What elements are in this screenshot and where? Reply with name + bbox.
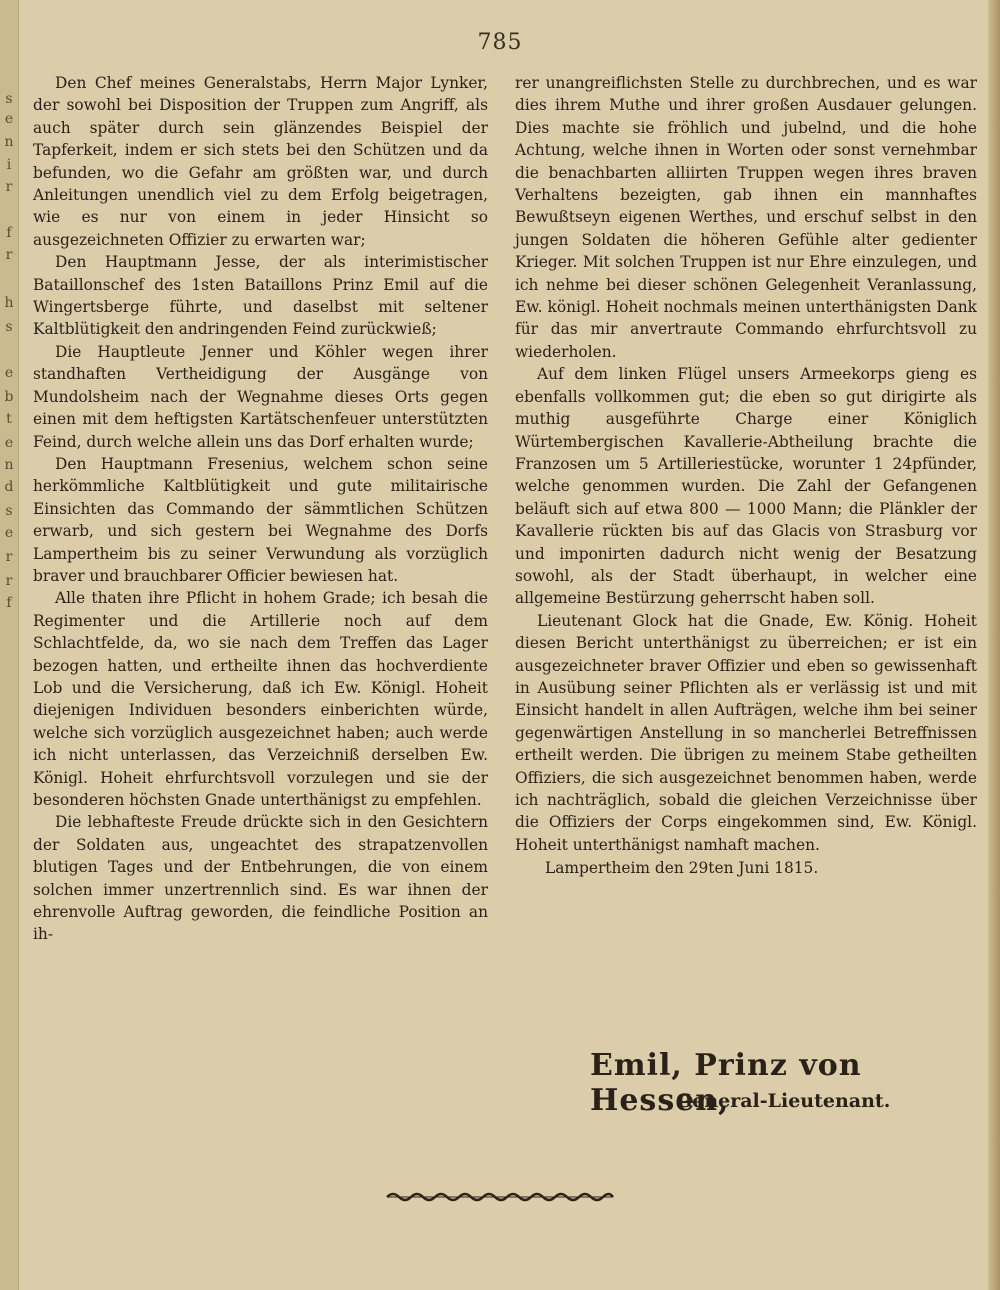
signature-name: Emil, Prinz von Hessen, <box>590 1048 862 1118</box>
gutter-letter: n <box>4 457 14 473</box>
gutter-letter: e <box>4 365 14 381</box>
paragraph: Den Hauptmann Jesse, der als interimistischer Bataillonschef des 1sten Bataillons Prinz Emil auf die Wingertsberge führte, und daselbst mit seltener Kaltblütigkeit den andringenden Feind zurückwieß; <box>33 253 488 339</box>
gutter-letter: e <box>4 111 14 127</box>
gutter-letter: r <box>5 573 13 589</box>
paragraph-continued: rer unangreiflichsten Stelle zu durchbrechen, und es war dies ihrem Muthe und ihrer großen Ausdauer gelungen. Dies machte sie fröhlich und jubelnd, und die hohe Achtung, welche ihnen in Worten oder sonst vernehmbar die benachbarten alliirten Truppen wegen ihres braven Verhaltens bezeigten, gab ihnen ein mannhaftes Bewußtseyn eigenen Werthes, und erschuf selbst in den jungen Soldaten die höheren Gefühle alter gedienter Krieger. Mit solchen Truppen ist nur Ehre einzulegen, und ich nehme bei dieser schönen Gelegenheit Veranlassung, Ew. königl. Hoheit nochmals meinen unterthänigsten Dank für das mir anvertraute Commando ehrfurchtsvoll zu wiederholen. <box>515 74 977 361</box>
gutter-letter: r <box>5 549 13 565</box>
gutter-letter: r <box>5 179 13 195</box>
gutter-letter: i <box>6 157 12 173</box>
signature-rank: General-Lieutenant. <box>676 1090 891 1112</box>
gutter-letter: e <box>4 435 14 451</box>
paragraph: Den Hauptmann Fresenius, welchem schon seine herkömmliche Kaltblütigkeit und gute militairische Einsichten das Commando der sämmtlichen Schützen erwarb, und sich gestern bei Wegnahme des Dorfs Lampertheim bis zu seiner Verwundung als vorzüglich braver und brauchbarer Officier bewiesen hat. <box>33 454 488 585</box>
gutter-letter: e <box>4 525 14 541</box>
paragraph: Den Chef meines Generalstabs, Herrn Major Lynker, der sowohl bei Disposition der Truppen zum Angriff, als auch später durch sein glänzendes Beispiel der Tapferkeit, indem er sich stets bei den Schützen und da befunden, wo die Gefahr am größten war, und durch Anleitungen unendlich viel zu dem Erfolg beigetragen, wie es nur von einem in jeder Hinsicht so ausgezeichneten Offizier zu erwarten war; <box>33 74 488 249</box>
gutter-letter: n <box>4 134 14 150</box>
paragraph: Lieutenant Glock hat die Gnade, Ew. König. Hoheit diesen Bericht unterthänigst zu überreichen; er ist ein ausgezeichneter braver Offizier und eben so gewissenhaft in Ausübung seiner Pflichten als er verlässig ist und mit Einsicht handelt in allen Aufträgen, welche ihm bei seiner gegenwärtigen Anstellung in so mancherlei Betreffnissen ertheilt werden. Die übrigen zu meinem Stabe getheilten Offiziers, die sich ausgezeichnet benommen haben, werde ich nachträglich, sobald die gleichen Verzeichnisse über die Offiziers der Corps eingekommen sind, Ew. Königl. Hoheit unterthänigst namhaft machen. <box>515 611 977 854</box>
paragraph: Alle thaten ihre Pflicht in hohem Grade; ich besah die Regimenter und die Artillerie noch auf dem Schlachtfelde, da, wo sie nach dem Treffen das Lager bezogen hatten, und ertheilte ihnen das hochverdiente Lob und die Versicherung, daß ich Ew. Königl. Hoheit diejenigen Individuen besonders einberichten würde, welche sich vorzüglich ausgezeichnet haben; auch werde ich nicht unterlassen, das Verzeichniß derselben Ew. Königl. Hoheit ehrfurchtsvoll vorzulegen und sie der besonderen höchsten Gnade unterthänigst zu empfehlen. <box>33 589 488 809</box>
decorative-rule-ornament <box>385 1190 615 1204</box>
paragraph: Die lebhafteste Freude drückte sich in den Gesichtern der Soldaten aus, ungeachtet des strapatzenvollen blutigen Tages und der Entbehrungen, die von einem solchen immer unzertrennlich sind. Es war ihnen der ehrenvolle Auftrag geworden, die feindliche Position an ih- <box>33 813 488 944</box>
gutter-letter: r <box>5 247 13 263</box>
right-column <box>515 72 977 880</box>
gutter-letter: s <box>5 503 13 519</box>
paragraph: Die Hauptleute Jenner und Köhler wegen ihrer standhaften Vertheidigung der Ausgänge von Mundolsheim nach der Wegnahme dieses Orts gegen einen mit dem heftigsten Kartätschenfeuer unterstützten Feind, durch welche allein uns das Dorf erhalten wurde; <box>33 342 488 451</box>
paragraph: Auf dem linken Flügel unsers Armeekorps gieng es ebenfalls vollkommen gut; die eben so gut dirigirte als muthig ausgeführte Charge einer Königlich Würtembergischen Kavallerie-Abtheilung brachte die Franzosen um 5 Artilleriestücke, worunter 1 24pfünder, welche genommen wurden. Die Zahl der Gefangenen beläuft sich auf etwa 800 — 1000 Mann; die Plänkler der Kavallerie rückten bis auf das Glacis von Strasburg vor und imponirten dadurch nicht wenig der Besatzung sowohl, als der Stadt überhaupt, in welcher eine allgemeine Bestürzung geherrscht haben soll. <box>515 365 977 608</box>
gutter-letter: t <box>6 411 12 427</box>
previous-page-gutter <box>0 0 19 1290</box>
left-column <box>33 72 488 946</box>
dateline: Lampertheim den 29ten Juni 1815. <box>545 859 819 878</box>
gutter-letter: d <box>4 479 14 495</box>
page-edge-shadow <box>988 0 1000 1290</box>
gutter-letter: f <box>6 225 12 241</box>
gutter-letter: b <box>4 389 14 405</box>
gutter-letter: h <box>4 295 14 311</box>
gutter-letter: f <box>6 595 12 611</box>
gutter-letter: s <box>5 319 13 335</box>
gutter-letter: s <box>5 91 13 107</box>
page-number: 785 <box>477 30 523 55</box>
